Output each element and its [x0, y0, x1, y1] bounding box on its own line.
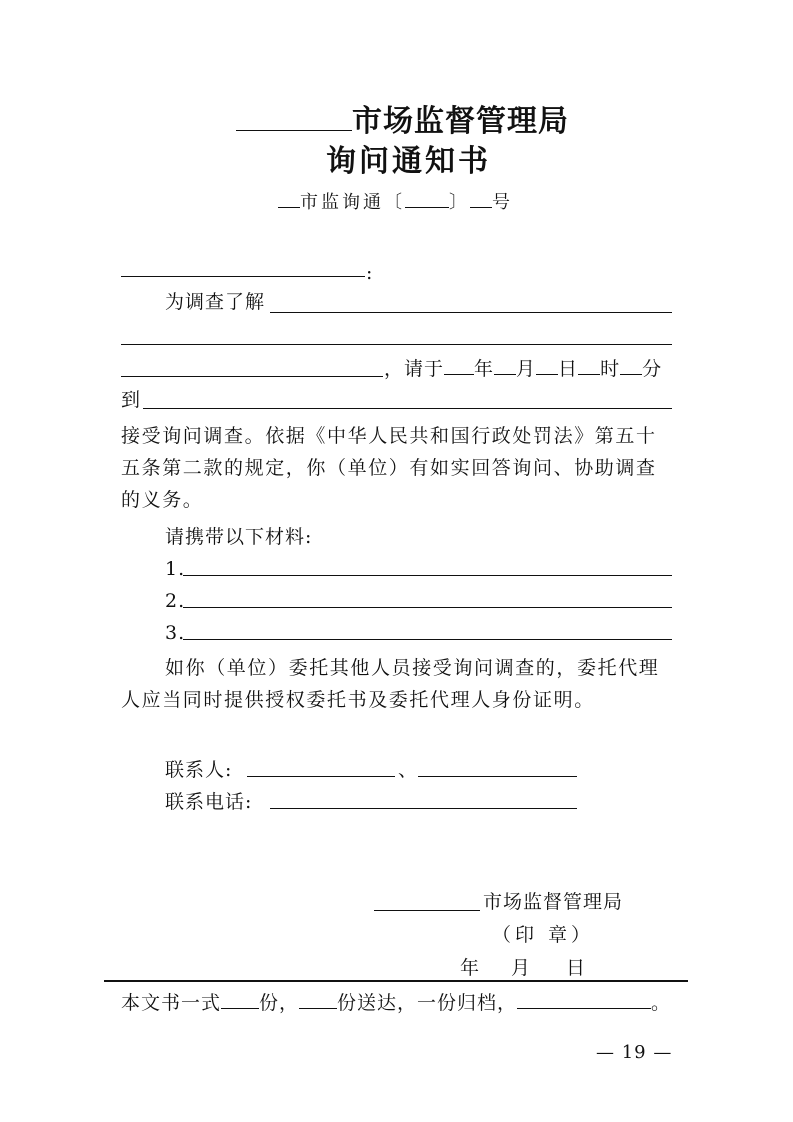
paragraph-line: 的义务。	[121, 489, 204, 511]
to-label: 到	[121, 389, 142, 411]
investigate-blank-2[interactable]	[121, 344, 672, 345]
addressee-colon: :	[366, 262, 374, 284]
page-number: — 19 —	[596, 1042, 673, 1063]
contact-phone-blank[interactable]	[270, 808, 577, 809]
contact-phone-label: 联系电话:	[165, 791, 253, 813]
material-blank-2[interactable]	[183, 607, 672, 608]
paragraph-line: 接受询问调查。依据《中华人民共和国行政处罚法》第五十	[121, 425, 657, 447]
hour-blank[interactable]	[578, 356, 600, 375]
request-text: ，请于	[384, 358, 445, 380]
copies-text: 本文书一式	[121, 992, 222, 1014]
delegate-line: 人应当同时提供授权委托书及委托代理人身份证明。	[121, 689, 595, 711]
contact-separator: 、	[398, 759, 419, 781]
number-prefix-blank[interactable]	[278, 189, 300, 208]
footer-divider	[104, 980, 688, 982]
year-blank[interactable]	[444, 356, 474, 375]
agency-suffix: 市场监督管理局	[352, 104, 569, 139]
month-blank[interactable]	[494, 356, 516, 375]
day-label: 日	[558, 358, 579, 380]
number-bracket: 〕	[449, 192, 470, 213]
date-day: 日	[566, 957, 587, 979]
copies-line	[121, 990, 671, 1015]
month-label: 月	[516, 358, 537, 380]
document-number	[278, 189, 513, 215]
contact-person-label: 联系人:	[165, 759, 233, 781]
number-suffix: 号	[492, 192, 513, 213]
material-number: 2.	[165, 590, 186, 612]
contact-person-blank-1[interactable]	[247, 776, 395, 777]
material-blank-3[interactable]	[183, 639, 672, 640]
minute-label: 分	[642, 358, 663, 380]
served-copies-blank[interactable]	[299, 990, 337, 1009]
location-blank[interactable]	[143, 408, 672, 409]
number-text: 市监询通〔	[300, 192, 405, 213]
investigate-blank-1[interactable]	[270, 312, 672, 313]
delegate-line: 如你（单位）委托其他人员接受询问调查的，委托代理	[165, 657, 660, 679]
document-title: 询问通知书	[326, 144, 491, 179]
day-blank[interactable]	[536, 356, 558, 375]
material-blank-1[interactable]	[183, 575, 672, 576]
copies-text: 份，	[259, 992, 300, 1014]
appointment-time	[384, 356, 662, 381]
number-seq-blank[interactable]	[470, 189, 492, 208]
investigate-label: 为调查了解	[165, 291, 266, 313]
signature-agency: 市场监督管理局	[483, 891, 624, 913]
year-label: 年	[474, 358, 495, 380]
hour-label: 时	[600, 358, 621, 380]
signature-agency-blank[interactable]	[374, 910, 480, 911]
contact-person-blank-2[interactable]	[418, 776, 577, 777]
seal-label: （印 章）	[492, 924, 595, 946]
agency-name-blank[interactable]	[236, 102, 352, 131]
total-copies-blank[interactable]	[221, 990, 259, 1009]
investigate-blank-3[interactable]	[121, 376, 383, 377]
date-month: 月	[511, 957, 532, 979]
date-year: 年	[460, 957, 481, 979]
addressee-blank[interactable]	[121, 276, 365, 277]
material-number: 3.	[165, 622, 186, 644]
copies-text: 份送达，一份归档，	[337, 992, 518, 1014]
agency-title	[236, 102, 569, 140]
paragraph-line: 五条第二款的规定，你（单位）有如实回答询问、协助调查	[121, 457, 657, 479]
archive-blank[interactable]	[517, 990, 651, 1009]
copies-text: 。	[651, 992, 672, 1014]
materials-label: 请携带以下材料:	[165, 526, 313, 548]
minute-blank[interactable]	[620, 356, 642, 375]
number-year-blank[interactable]	[405, 189, 449, 208]
material-number: 1.	[165, 558, 186, 580]
